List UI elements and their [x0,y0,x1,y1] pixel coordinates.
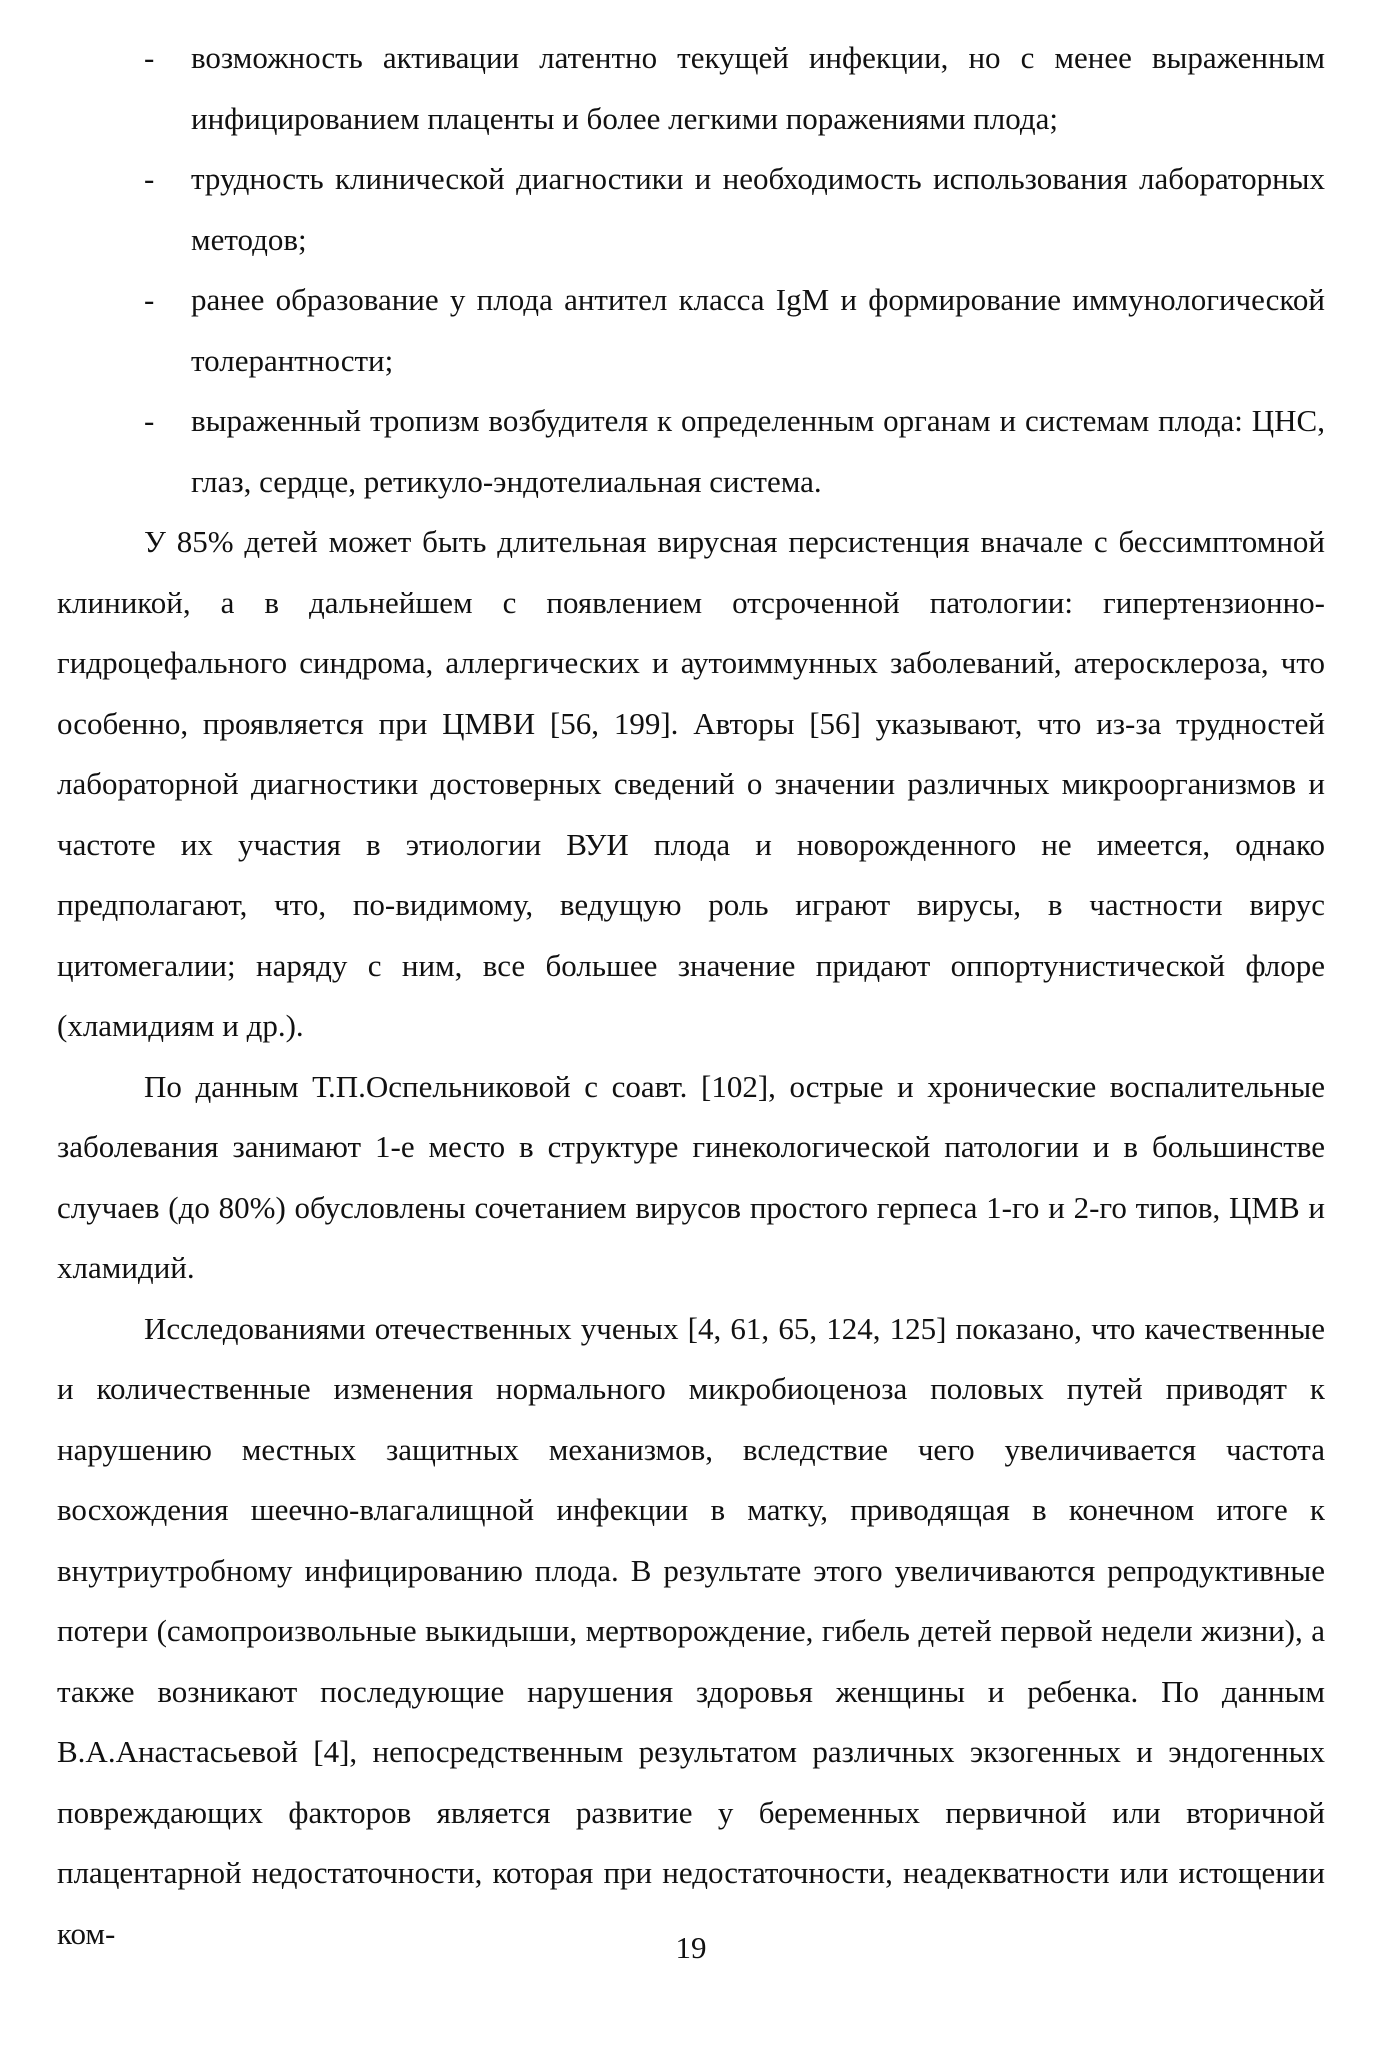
list-item [57,391,1325,512]
list-item [57,149,1325,270]
paragraph: По данным Т.П.Оспельниковой с соавт. [102], острые и хронические воспалительные заболевания занимают 1-е место в структуре гинекологической патологии и в большинстве случаев (до 80%) обусловлены сочетанием вирусов простого герпеса 1-го и 2-го типов, ЦМВ и хламидий. [57,1068,1325,1285]
paragraph: У 85% детей может быть длительная вирусная персистенция вначале с бессимптомной клиникой, а в дальнейшем с появлением отсроченной патологии: гипертензионно-гидроцефального синдрома, аллергических и аутоиммунных заболеваний, атеросклероза, что особенно, проявляется при ЦМВИ [56, 199]. Авторы [56] указывают, что из-за трудностей лабораторной диагностики достоверных сведений о значении различных микроорганизмов и частоте их участия в этиологии ВУИ плода и новорожденного не имеется, однако предполагают, что, по-видимому, ведущую роль играют вирусы, в частности вирус цитомегалии; наряду с ним, все большее значение придают оппортунистической флоре (хламидиям и др.). [57,524,1325,1043]
bullet-dash: - [144,403,155,438]
list-item-text: возможность активации латентно текущей инфекции, но с менее выраженным инфицированием плаценты и более легкими поражениями плода; [191,40,1325,136]
paragraph: Исследованиями отечественных ученых [4, 61, 65, 124, 125] показано, что качественные и количественные изменения нормального микробиоценоза половых путей приводят к нарушению местных защитных механизмов, вследствие чего увеличивается частота восхождения шеечно-влагалищной инфекции в матку, приводящая в конечном итоге к внутриутробному инфицированию плода. В результате этого увеличиваются репродуктивные потери (самопроизвольные выкидыши, мертворождение, гибель детей первой недели жизни), а также возникают последующие нарушения здоровья женщины и ребенка. По данным В.А.Анастасьевой [4], непосредственным результатом различных экзогенных и эндогенных повреждающих факторов является развитие у беременных первичной или вторичной плацентарной недостаточности, которая при недостаточности, неадекватности или истощении ком- [57,1310,1325,1951]
list-item [57,270,1325,391]
bullet-dash: - [144,40,155,75]
bullet-dash: - [144,161,155,196]
list-item [57,28,1325,149]
list-item-text: трудность клинической диагностики и необходимость использования лабораторных методов; [191,161,1325,257]
page-content [57,28,1325,1964]
bullet-dash: - [144,282,155,317]
list-item-text: выраженный тропизм возбудителя к определенным органам и системам плода: ЦНС, глаз, сердце, ретикуло-эндотелиальная система. [191,403,1325,499]
bullet-list [57,28,1325,512]
page-number: 19 [675,1930,707,1965]
list-item-text: ранее образование у плода антител класса IgM и формирование иммунологической толерантности; [191,282,1325,378]
